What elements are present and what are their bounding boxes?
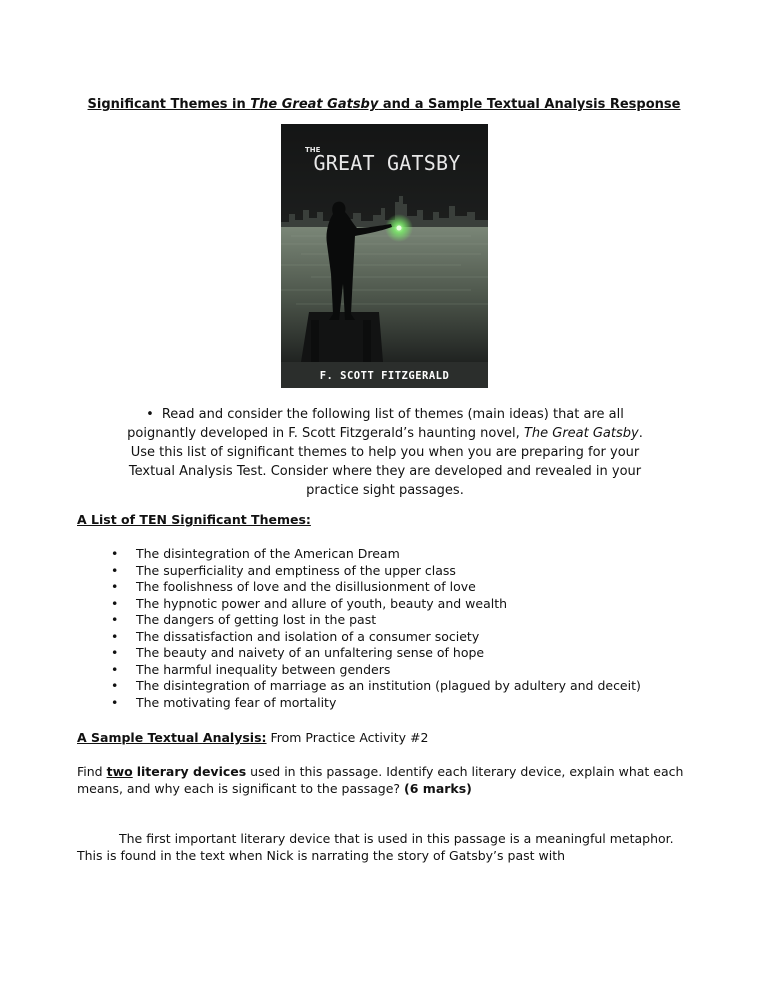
- theme-text: The disintegration of the American Dream: [136, 546, 400, 561]
- theme-item: [112, 695, 732, 712]
- theme-text: The disintegration of marriage as an institution (plagued by adultery and deceit): [136, 678, 641, 693]
- bullet-icon: •: [111, 661, 119, 677]
- theme-text: The motivating fear of mortality: [136, 694, 337, 710]
- bullet-icon: •: [111, 628, 119, 644]
- theme-text: The harmful inequality between genders: [136, 661, 391, 677]
- question-paragraph: [77, 763, 701, 797]
- theme-item: [112, 546, 732, 563]
- theme-text: The beauty and naivety of an unfaltering sense of hope: [136, 645, 485, 660]
- bullet-icon: •: [111, 678, 119, 693]
- intro-text-b: . Use this list of significant themes to help you when you are preparing for your Textual Analysis Test. Consider where they are developed and revealed in your practice sight passages.: [128, 426, 643, 498]
- bullet-icon: •: [111, 579, 119, 594]
- intro-book: The Great Gatsby: [523, 426, 639, 441]
- themes-heading: A List of TEN Significant Themes:: [77, 512, 311, 527]
- theme-item: [112, 563, 732, 580]
- theme-text: The dissatisfaction and isolation of a consumer society: [136, 628, 480, 644]
- theme-text: The foolishness of love and the disillusionment of love: [136, 579, 476, 594]
- cover-main-title: GREAT GATSBY: [313, 151, 461, 175]
- theme-text: The hypnotic power and allure of youth, beauty and wealth: [136, 595, 508, 611]
- theme-item: [112, 645, 732, 662]
- question-text-1: Find: [77, 764, 107, 779]
- cover-author: F. SCOTT FITZGERALD: [319, 370, 450, 382]
- cover-top-text: THE: [305, 146, 321, 154]
- theme-item: [112, 662, 732, 679]
- bullet-icon: •: [111, 595, 119, 611]
- theme-item: [112, 596, 732, 613]
- intro-bullet: •: [146, 407, 154, 422]
- themes-list: [112, 546, 732, 711]
- theme-item: [112, 629, 732, 646]
- bullet-icon: •: [111, 612, 119, 627]
- bullet-icon: •: [111, 694, 119, 710]
- title-prefix: Significant Themes in: [87, 97, 251, 112]
- intro-paragraph: [120, 405, 650, 500]
- sample-label: A Sample Textual Analysis:: [77, 730, 267, 745]
- intro-text-a: Read and consider the following list of themes (main ideas) that are all poignantly developed in F. Scott Fitzgerald’s haunting novel,: [127, 407, 624, 441]
- title-book: The Great Gatsby: [250, 97, 379, 112]
- answer-paragraph: The first important literary device that is used in this passage is a meaningful metaphor. This is found in the text when Nick is narrating the story of Gatsby’s past with: [77, 831, 674, 863]
- question-text-3: used in this passage. Identify each literary device, explain what each means, and why each is significant to the passage?: [77, 764, 684, 796]
- sample-source: From Practice Activity #2: [266, 730, 429, 745]
- title-suffix: and a Sample Textual Analysis Response: [378, 97, 681, 112]
- theme-text: The superficiality and emptiness of the upper class: [136, 562, 456, 578]
- question-literary-devices: literary devices: [136, 764, 247, 779]
- sample-heading: [77, 729, 428, 746]
- theme-item: [112, 678, 732, 695]
- question-two: two: [106, 764, 133, 779]
- book-cover-image: [281, 124, 488, 388]
- bullet-icon: •: [111, 645, 119, 660]
- question-marks: (6 marks): [404, 781, 472, 796]
- theme-item: [112, 612, 732, 629]
- document-title: [0, 96, 768, 113]
- bullet-icon: •: [111, 546, 119, 561]
- theme-item: [112, 579, 732, 596]
- bullet-icon: •: [111, 562, 119, 578]
- theme-text: The dangers of getting lost in the past: [136, 612, 377, 627]
